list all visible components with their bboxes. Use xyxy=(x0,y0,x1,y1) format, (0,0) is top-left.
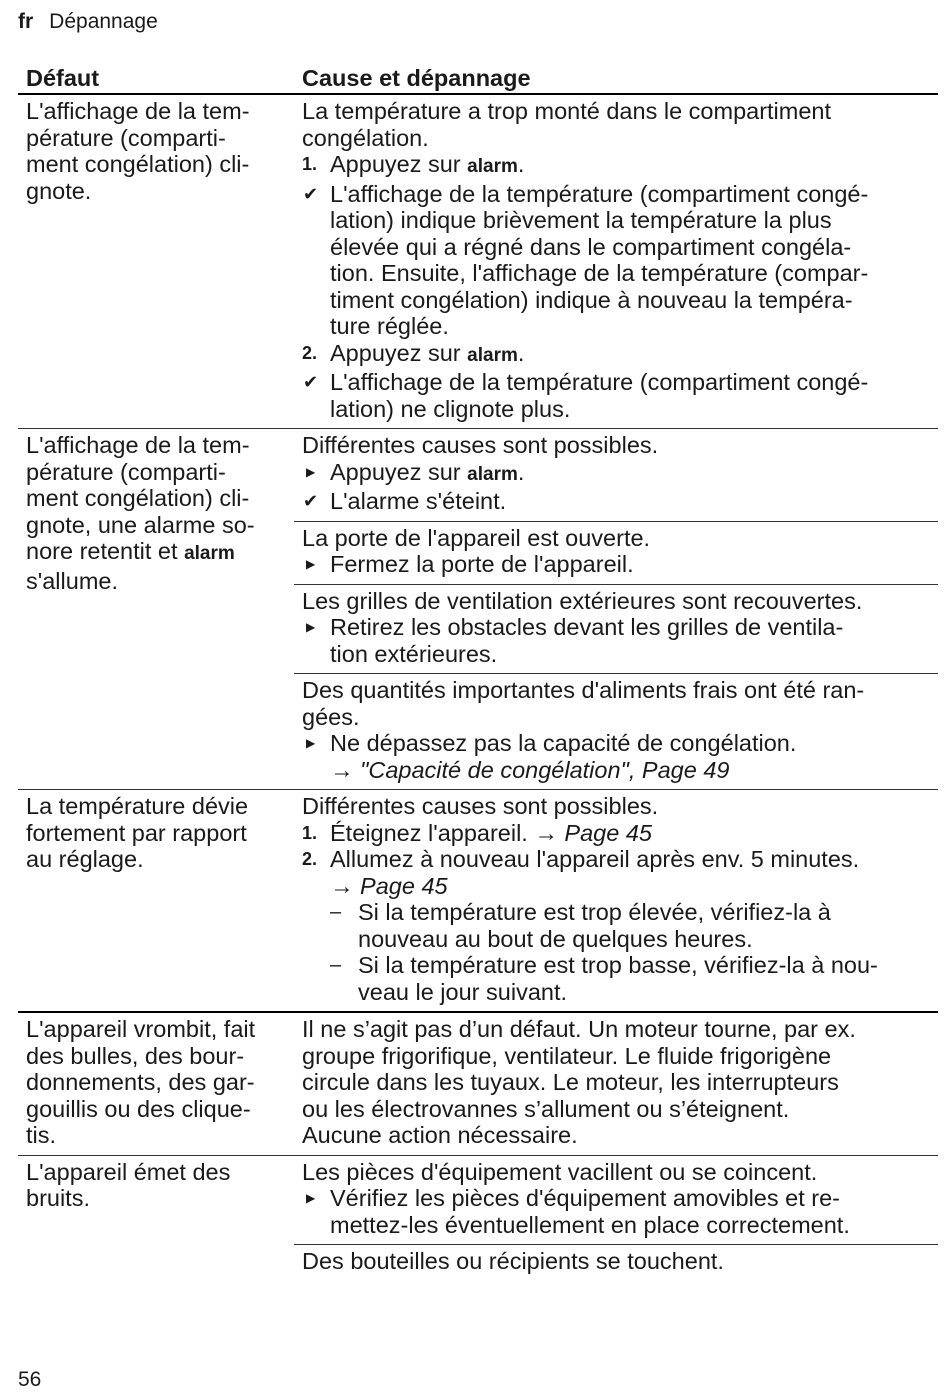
page-header xyxy=(18,9,158,35)
action-text: Ne dépassez pas la capacité de congélation. xyxy=(330,730,797,756)
step-item xyxy=(302,820,930,847)
fault-text: L'appareil émet des bruits. xyxy=(26,1158,231,1211)
cause-text: Les grilles de ventilation extérieures sont recouvertes. xyxy=(302,587,863,614)
fault-text: L'affichage de la tem- pérature (comparti- ment congélation) cli- gnote. xyxy=(26,98,250,204)
action-text: Vérifiez les pièces d'équipement amovibles et re- mettez-les éventuellement en place correctement. xyxy=(330,1185,850,1238)
table-row xyxy=(18,1156,938,1281)
step-text-end: . xyxy=(517,151,525,177)
result-text: L'affichage de la température (compartiment congé- lation) ne clignote plus. xyxy=(330,369,869,422)
action-item xyxy=(302,730,930,757)
fault-cell xyxy=(18,95,294,428)
alarm-key-label: alarm xyxy=(467,156,518,177)
cause-block xyxy=(294,584,938,674)
reference-link[interactable]: Page 45 xyxy=(360,872,448,899)
step-number: 1. xyxy=(302,822,318,843)
cross-reference[interactable] xyxy=(302,757,930,784)
step-item xyxy=(302,151,930,181)
cause-block xyxy=(294,1244,938,1281)
cross-reference[interactable] xyxy=(302,873,930,900)
check-icon: ✔ xyxy=(303,372,319,392)
triangle-bullet-icon: ▶ xyxy=(306,736,316,750)
fault-text: La température dévie fortement par rapport au réglage. xyxy=(26,793,249,872)
reference-link[interactable]: Page 45 xyxy=(564,819,652,846)
fault-cell xyxy=(18,1156,294,1281)
table-header xyxy=(18,60,938,95)
dash-bullet: – xyxy=(330,954,342,976)
cause-block xyxy=(294,1013,938,1155)
cause-block xyxy=(294,429,938,521)
cause-block xyxy=(294,1156,938,1245)
fault-text: L'affichage de la tem- pérature (comparti- ment congélation) cli- gnote, une alarme so- nore retentit et xyxy=(26,432,255,564)
fault-text: L'appareil vrombit, fait des bulles, des bour- donnements, des gar- gouillis ou des cliquе- tis. xyxy=(26,1016,256,1148)
alarm-key-label: alarm xyxy=(467,463,518,485)
causes-cell xyxy=(294,1156,938,1281)
triangle-bullet-icon: ▶ xyxy=(306,464,316,479)
sub-text: Si la température est trop élevée, vérifiez-la à nouveau au bout de quelques heures. xyxy=(358,899,831,952)
fault-cell xyxy=(18,429,294,789)
section-title: Dépannage xyxy=(49,10,158,33)
column-header-cause: Cause et dépannage xyxy=(302,65,531,91)
arrow-icon: → xyxy=(534,819,558,846)
arrow-icon: → xyxy=(330,872,354,899)
check-icon: ✔ xyxy=(303,491,319,511)
cause-block xyxy=(294,673,938,789)
cause-block xyxy=(294,95,938,428)
result-item xyxy=(302,488,930,515)
page-number: 56 xyxy=(18,1368,42,1391)
fault-text-end: s'allume. xyxy=(26,567,118,594)
sub-item xyxy=(302,899,930,952)
step-text: Éteignez l'appareil. xyxy=(330,819,535,846)
causes-cell xyxy=(294,95,938,428)
step-text: Appuyez sur xyxy=(330,339,468,366)
step-item xyxy=(302,340,930,370)
causes-cell xyxy=(294,790,938,1011)
language-code: fr xyxy=(18,10,34,33)
table-row xyxy=(18,429,938,790)
causes-cell xyxy=(294,1013,938,1155)
arrow-icon: → xyxy=(330,756,354,783)
cause-text: Il ne s’agit pas d’un défaut. Un moteur tourne, par ex. groupe frigorifique, ventilateur. Le fluide frigorigène circule dans les tuyaux. Le moteur, les interrupteurs ou les électrovannes s’allument ou s’éteignent. Aucune action nécessaire. xyxy=(302,1016,856,1148)
cause-block xyxy=(294,790,938,1011)
step-text-end: . xyxy=(517,339,525,366)
action-item xyxy=(302,1185,930,1238)
action-item xyxy=(302,614,930,667)
result-text: L'alarme s'éteint. xyxy=(330,488,507,514)
column-header-fault: Défaut xyxy=(26,65,100,91)
causes-cell xyxy=(294,429,938,789)
cause-text: Différentes causes sont possibles. xyxy=(302,793,659,819)
step-text: Allumez à nouveau l'appareil après env. 5 minutes. xyxy=(330,846,860,872)
step-number: 2. xyxy=(302,342,318,363)
cause-block xyxy=(294,521,938,584)
action-text: Appuyez sur xyxy=(330,458,468,485)
alarm-key-label: alarm xyxy=(467,344,518,366)
reference-link[interactable]: "Capacité de congélation", Page 49 xyxy=(360,756,730,783)
triangle-bullet-icon: ▶ xyxy=(306,1191,316,1205)
check-icon: ✔ xyxy=(303,183,319,204)
action-text: Retirez les obstacles devant les grilles de ventila- tion extérieures. xyxy=(330,614,844,667)
cause-text: La porte de l'appareil est ouverte. xyxy=(302,524,651,551)
action-item xyxy=(302,551,930,578)
action-text: Fermez la porte de l'appareil. xyxy=(330,551,634,577)
action-item xyxy=(302,459,930,489)
cause-text: Des bouteilles ou récipients se touchent. xyxy=(302,1248,724,1274)
step-text: Appuyez sur xyxy=(330,151,468,177)
fault-cell xyxy=(18,1013,294,1155)
fault-cell xyxy=(18,790,294,1011)
result-text: L'affichage de la température (compartiment congé- lation) indique brièvement la température la plus élevée qui a régné dans le compartiment congéla- tion. Ensuite, l'affichage de la température (compar- timent congélation) indique à nouveau la tempéra- ture réglée. xyxy=(330,180,869,339)
triangle-bullet-icon: ▶ xyxy=(306,557,316,571)
troubleshooting-table xyxy=(18,60,938,1281)
table-row xyxy=(18,95,938,429)
cause-text: La température a trop monté dans le compartiment congélation. xyxy=(302,98,832,151)
result-item xyxy=(302,369,930,422)
cause-text: Les pièces d'équipement vacillent ou se coincent. xyxy=(302,1158,818,1185)
triangle-bullet-icon: ▶ xyxy=(306,620,316,634)
step-number: 2. xyxy=(302,849,318,869)
sub-item xyxy=(302,952,930,1005)
alarm-key-label: alarm xyxy=(184,543,235,564)
result-item xyxy=(302,181,930,340)
sub-text: Si la température est trop basse, vérifiez-la à nou- veau le jour suivant. xyxy=(358,952,878,1005)
table-row xyxy=(18,790,938,1013)
cause-text: Différentes causes sont possibles. xyxy=(302,432,659,458)
action-text-end: . xyxy=(517,458,525,485)
step-number: 1. xyxy=(302,154,318,174)
cause-text: Des quantités importantes d'aliments frais ont été ran- gées. xyxy=(302,677,865,730)
step-item xyxy=(302,846,930,873)
dash-bullet: – xyxy=(330,901,342,923)
table-row xyxy=(18,1013,938,1156)
